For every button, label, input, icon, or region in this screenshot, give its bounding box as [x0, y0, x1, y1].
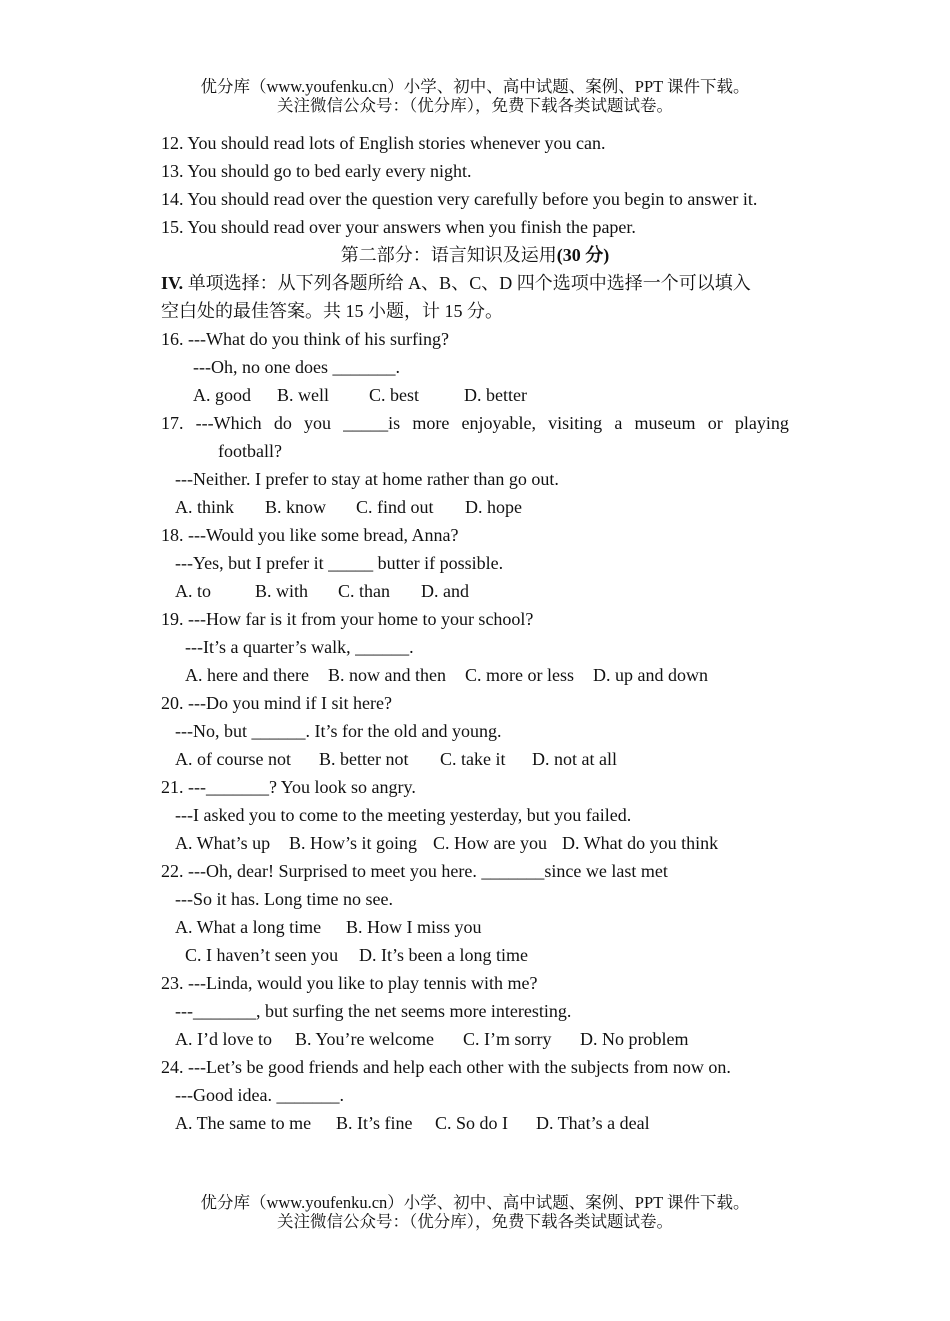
q18-option-a: A. to: [175, 581, 211, 601]
q20-option-c: C. take it: [440, 749, 506, 769]
q17-word: ---Which: [195, 413, 262, 433]
q17-word: 17.: [161, 413, 184, 433]
question-14: 14. You should read over the question very carefully before you begin to answer it.: [161, 189, 758, 209]
section-label: IV.: [161, 273, 184, 293]
q18-option-c: C. than: [338, 581, 390, 601]
q24-option-c: C. So do I: [435, 1113, 509, 1133]
q19-option-b: B. now and then: [328, 665, 446, 685]
q18-options: [175, 580, 469, 602]
section-instructions-line-2: 空白处的最佳答案。共 15 小题，计 15 分。: [161, 301, 503, 321]
q22-option-c: C. I haven’t seen you: [185, 945, 339, 965]
q18-reply: ---Yes, but I prefer it _____ butter if possible.: [175, 553, 504, 573]
header-line-2: 关注微信公众号：（优分库），免费下载各类试题试卷。: [277, 96, 673, 115]
q22-option-d: D. It’s been a long time: [359, 945, 528, 965]
footer-line-1: 优分库（www.youfenku.cn）小学、初中、高中试题、案例、PPT 课件下载。: [200, 1193, 750, 1212]
page-header: [0, 77, 950, 115]
q21-options: [175, 832, 718, 854]
q21-option-a: A. What’s up: [175, 833, 271, 853]
q17-stem-continued: football?: [218, 441, 282, 461]
q24-stem: 24. ---Let’s be good friends and help each other with the subjects from now on.: [161, 1057, 731, 1077]
q19-option-c: C. more or less: [465, 665, 574, 685]
q21-option-c: C. How are you: [433, 833, 547, 853]
q17-word: a: [614, 413, 623, 433]
q20-reply: ---No, but ______. It’s for the old and young.: [175, 721, 502, 741]
q24-option-b: B. It’s fine: [336, 1113, 413, 1133]
q24-option-a: A. The same to me: [175, 1113, 312, 1133]
q20-options: [175, 748, 617, 770]
header-line-1: 优分库（www.youfenku.cn）小学、初中、高中试题、案例、PPT 课件下载。: [200, 77, 750, 96]
q17-word: visiting: [548, 413, 603, 433]
q16-options: [193, 384, 527, 406]
section-instructions-line-1: [161, 272, 751, 294]
q22-option-a: A. What a long time: [175, 917, 322, 937]
q17-word: playing: [734, 413, 789, 433]
q19-stem: 19. ---How far is it from your home to your school?: [161, 609, 534, 629]
q23-option-a: A. I’d love to: [175, 1029, 272, 1049]
q21-reply: ---I asked you to come to the meeting yesterday, but you failed.: [175, 805, 632, 825]
q23-options: [175, 1028, 688, 1050]
q23-stem: 23. ---Linda, would you like to play tennis with me?: [161, 973, 538, 993]
q16-option-b: B. well: [277, 385, 329, 405]
q17-word: more: [412, 413, 450, 433]
q19-options: [185, 664, 708, 686]
footer-line-2: 关注微信公众号：（优分库），免费下载各类试题试卷。: [277, 1212, 673, 1231]
q22-stem: 22. ---Oh, dear! Surprised to meet you here. _______since we last met: [161, 861, 668, 881]
q18-stem: 18. ---Would you like some bread, Anna?: [161, 525, 459, 545]
q20-option-b: B. better not: [319, 749, 409, 769]
q17-word: museum: [634, 413, 696, 433]
q19-option-d: D. up and down: [593, 665, 708, 685]
q22-options-row-1: [175, 916, 482, 938]
q17-option-b: B. know: [265, 497, 327, 517]
page-footer: [0, 1193, 950, 1231]
q24-reply: ---Good idea. _______.: [175, 1085, 344, 1105]
section-title: [0, 244, 950, 266]
q17-word: or: [707, 413, 723, 433]
q16-option-d: D. better: [464, 385, 527, 405]
q20-option-a: A. of course not: [175, 749, 291, 769]
q22-options-row-2: [185, 944, 528, 966]
q16-option-c: C. best: [369, 385, 420, 405]
section-score: (30 分): [556, 245, 610, 265]
q17-stem: [161, 412, 789, 434]
q17-word: _____is: [343, 413, 401, 433]
section-title-text: 第二部分：语言知识及运用: [340, 245, 557, 265]
q17-options: [175, 496, 522, 518]
q16-stem: 16. ---What do you think of his surfing?: [161, 329, 449, 349]
q17-word: enjoyable,: [461, 413, 536, 433]
q17-reply: ---Neither. I prefer to stay at home rather than go out.: [175, 469, 559, 489]
q16-reply: ---Oh, no one does _______.: [193, 357, 400, 377]
q24-options: [175, 1112, 650, 1134]
q22-reply: ---So it has. Long time no see.: [175, 889, 393, 909]
q21-option-b: B. How’s it going: [289, 833, 418, 853]
question-12: 12. You should read lots of English stories whenever you can.: [161, 133, 606, 153]
q20-stem: 20. ---Do you mind if I sit here?: [161, 693, 392, 713]
q17-option-a: A. think: [175, 497, 235, 517]
q23-option-b: B. You’re welcome: [295, 1029, 434, 1049]
q18-option-b: B. with: [255, 581, 309, 601]
q16-option-a: A. good: [193, 385, 251, 405]
q17-word: you: [303, 413, 331, 433]
q23-reply: ---_______, but surfing the net seems more interesting.: [175, 1001, 572, 1021]
q22-option-b: B. How I miss you: [346, 917, 482, 937]
q17-option-d: D. hope: [465, 497, 522, 517]
q19-reply: ---It’s a quarter’s walk, ______.: [185, 637, 414, 657]
q19-option-a: A. here and there: [185, 665, 309, 685]
q24-option-d: D. That’s a deal: [536, 1113, 650, 1133]
q17-word: do: [273, 413, 292, 433]
q23-option-d: D. No problem: [580, 1029, 689, 1049]
q23-option-c: C. I’m sorry: [463, 1029, 552, 1049]
question-13: 13. You should go to bed early every night.: [161, 161, 472, 181]
q18-option-d: D. and: [421, 581, 469, 601]
q20-option-d: D. not at all: [532, 749, 617, 769]
q17-option-c: C. find out: [356, 497, 434, 517]
q21-stem: 21. ---_______? You look so angry.: [161, 777, 416, 797]
q21-option-d: D. What do you think: [562, 833, 719, 853]
question-15: 15. You should read over your answers when you finish the paper.: [161, 217, 636, 237]
section-instructions-text: 单项选择：从下列各题所给 A、B、C、D 四个选项中选择一个可以填入: [183, 273, 751, 293]
